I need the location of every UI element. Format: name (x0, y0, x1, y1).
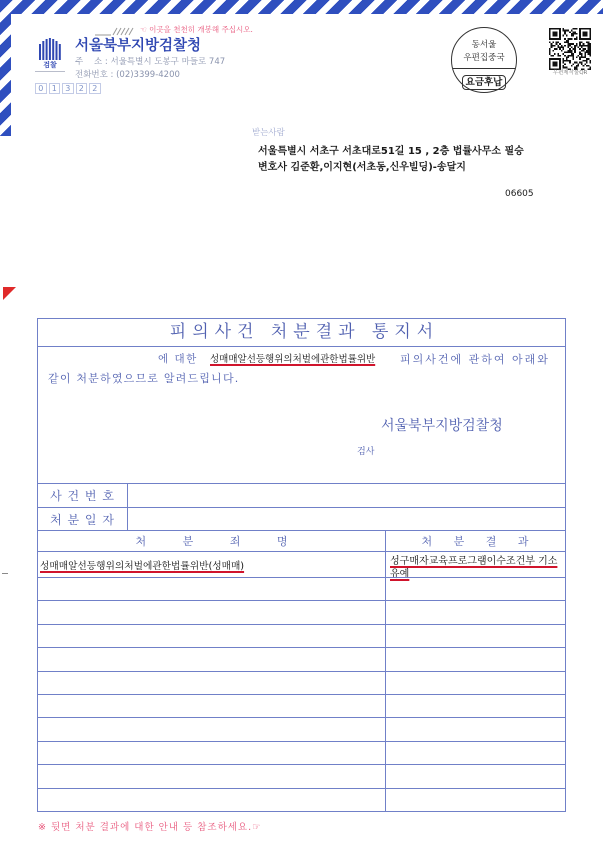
fold-dash-mark (2, 573, 8, 574)
intro-line2: 같이 처분하였으므로 알려드립니다. (48, 371, 240, 385)
table-column-divider (385, 530, 386, 811)
table-empty-row (38, 647, 565, 670)
form-title: 피의사건 처분결과 통지서 (169, 322, 440, 342)
open-here-notice: ☜ 이곳을 천천히 개봉해 주십시오. (140, 25, 253, 34)
airmail-stripe-left (0, 0, 11, 136)
recipient-postal-code: 06605 (505, 189, 534, 199)
recipient-name: 변호사 김준환,이지현(서초동,신우빌딩)-송달지 (258, 162, 466, 173)
prosecutor-label: 검사 (357, 446, 375, 457)
postal-digit: 2 (76, 83, 88, 94)
intro-subject-suffix: 에 대한 (158, 353, 198, 365)
case-number-label: 사 건 번 호 (38, 484, 128, 507)
row-offense: 성매매알선등행위의처벌에관한법률위반(성매매) (40, 561, 245, 572)
intro-offense: 성매매알선등행위의처벌에관한법률위반 (210, 354, 376, 365)
prosecution-logo-icon (38, 38, 62, 60)
postage-postmark (451, 27, 517, 93)
airmail-stripe-top (0, 0, 603, 14)
sender-name: 서울북부지방검찰청 (75, 38, 202, 54)
cut-guide-marks (95, 26, 139, 36)
intro-line1-end: 피의사건에 관하여 아래와 (400, 353, 550, 366)
table-empty-row (38, 671, 565, 694)
postmark-fee-type: 요금후납 (462, 75, 506, 90)
sender-phone: 전화번호 : (02)3399-4200 (75, 70, 180, 80)
logo-label: 검찰 (43, 61, 57, 69)
table-header-row (38, 530, 565, 551)
table-empty-row (38, 600, 565, 623)
postmark-office-line1: 동서울 (471, 40, 497, 50)
qr-caption: 우편제작물QR (552, 70, 588, 76)
fold-corner-mark-icon (3, 287, 16, 300)
table-empty-row (38, 788, 565, 811)
header-offense: 처 분 죄 명 (135, 535, 288, 548)
qr-code-pattern (549, 28, 591, 70)
postmark-divider (453, 68, 515, 69)
sender-address: 주 소 : 서울특별시 도봉구 마들로 747 (75, 57, 226, 67)
header-result: 처 분 결 과 (421, 535, 529, 548)
footer-note: ※ 뒷면 처분 결과에 대한 안내 등 참조하세요.☞ (38, 822, 262, 833)
disposition-date-row (38, 507, 565, 530)
recipient-label: 받는사람 (252, 128, 285, 138)
postmark-office-line2: 우편집중국 (463, 53, 505, 63)
qr-code (549, 28, 591, 70)
disposition-date-label: 처 분 일 자 (38, 508, 128, 530)
table-empty-row (38, 577, 565, 600)
postal-digit: 3 (62, 83, 74, 94)
table-empty-row (38, 694, 565, 717)
postal-digit: 0 (35, 83, 47, 94)
postal-digit: 2 (89, 83, 101, 94)
table-empty-row (38, 764, 565, 787)
row-result: 성구매자교육프로그램이수조건부 기소유예 (390, 556, 558, 580)
recipient-address: 서울특별시 서초구 서초대로51길 15 , 2층 법률사무소 필승 (258, 146, 524, 157)
issuing-office: 서울북부지방검찰청 (381, 418, 503, 434)
table-empty-row (38, 717, 565, 740)
table-empty-row (38, 624, 565, 647)
postal-digit: 1 (49, 83, 61, 94)
table-row (38, 551, 565, 580)
logo-tagline-decoration (35, 71, 65, 72)
sender-postal-code (35, 83, 101, 94)
table-empty-row (38, 741, 565, 764)
disposition-notice-form (37, 318, 566, 812)
case-number-row (38, 483, 565, 507)
title-divider (38, 346, 565, 347)
